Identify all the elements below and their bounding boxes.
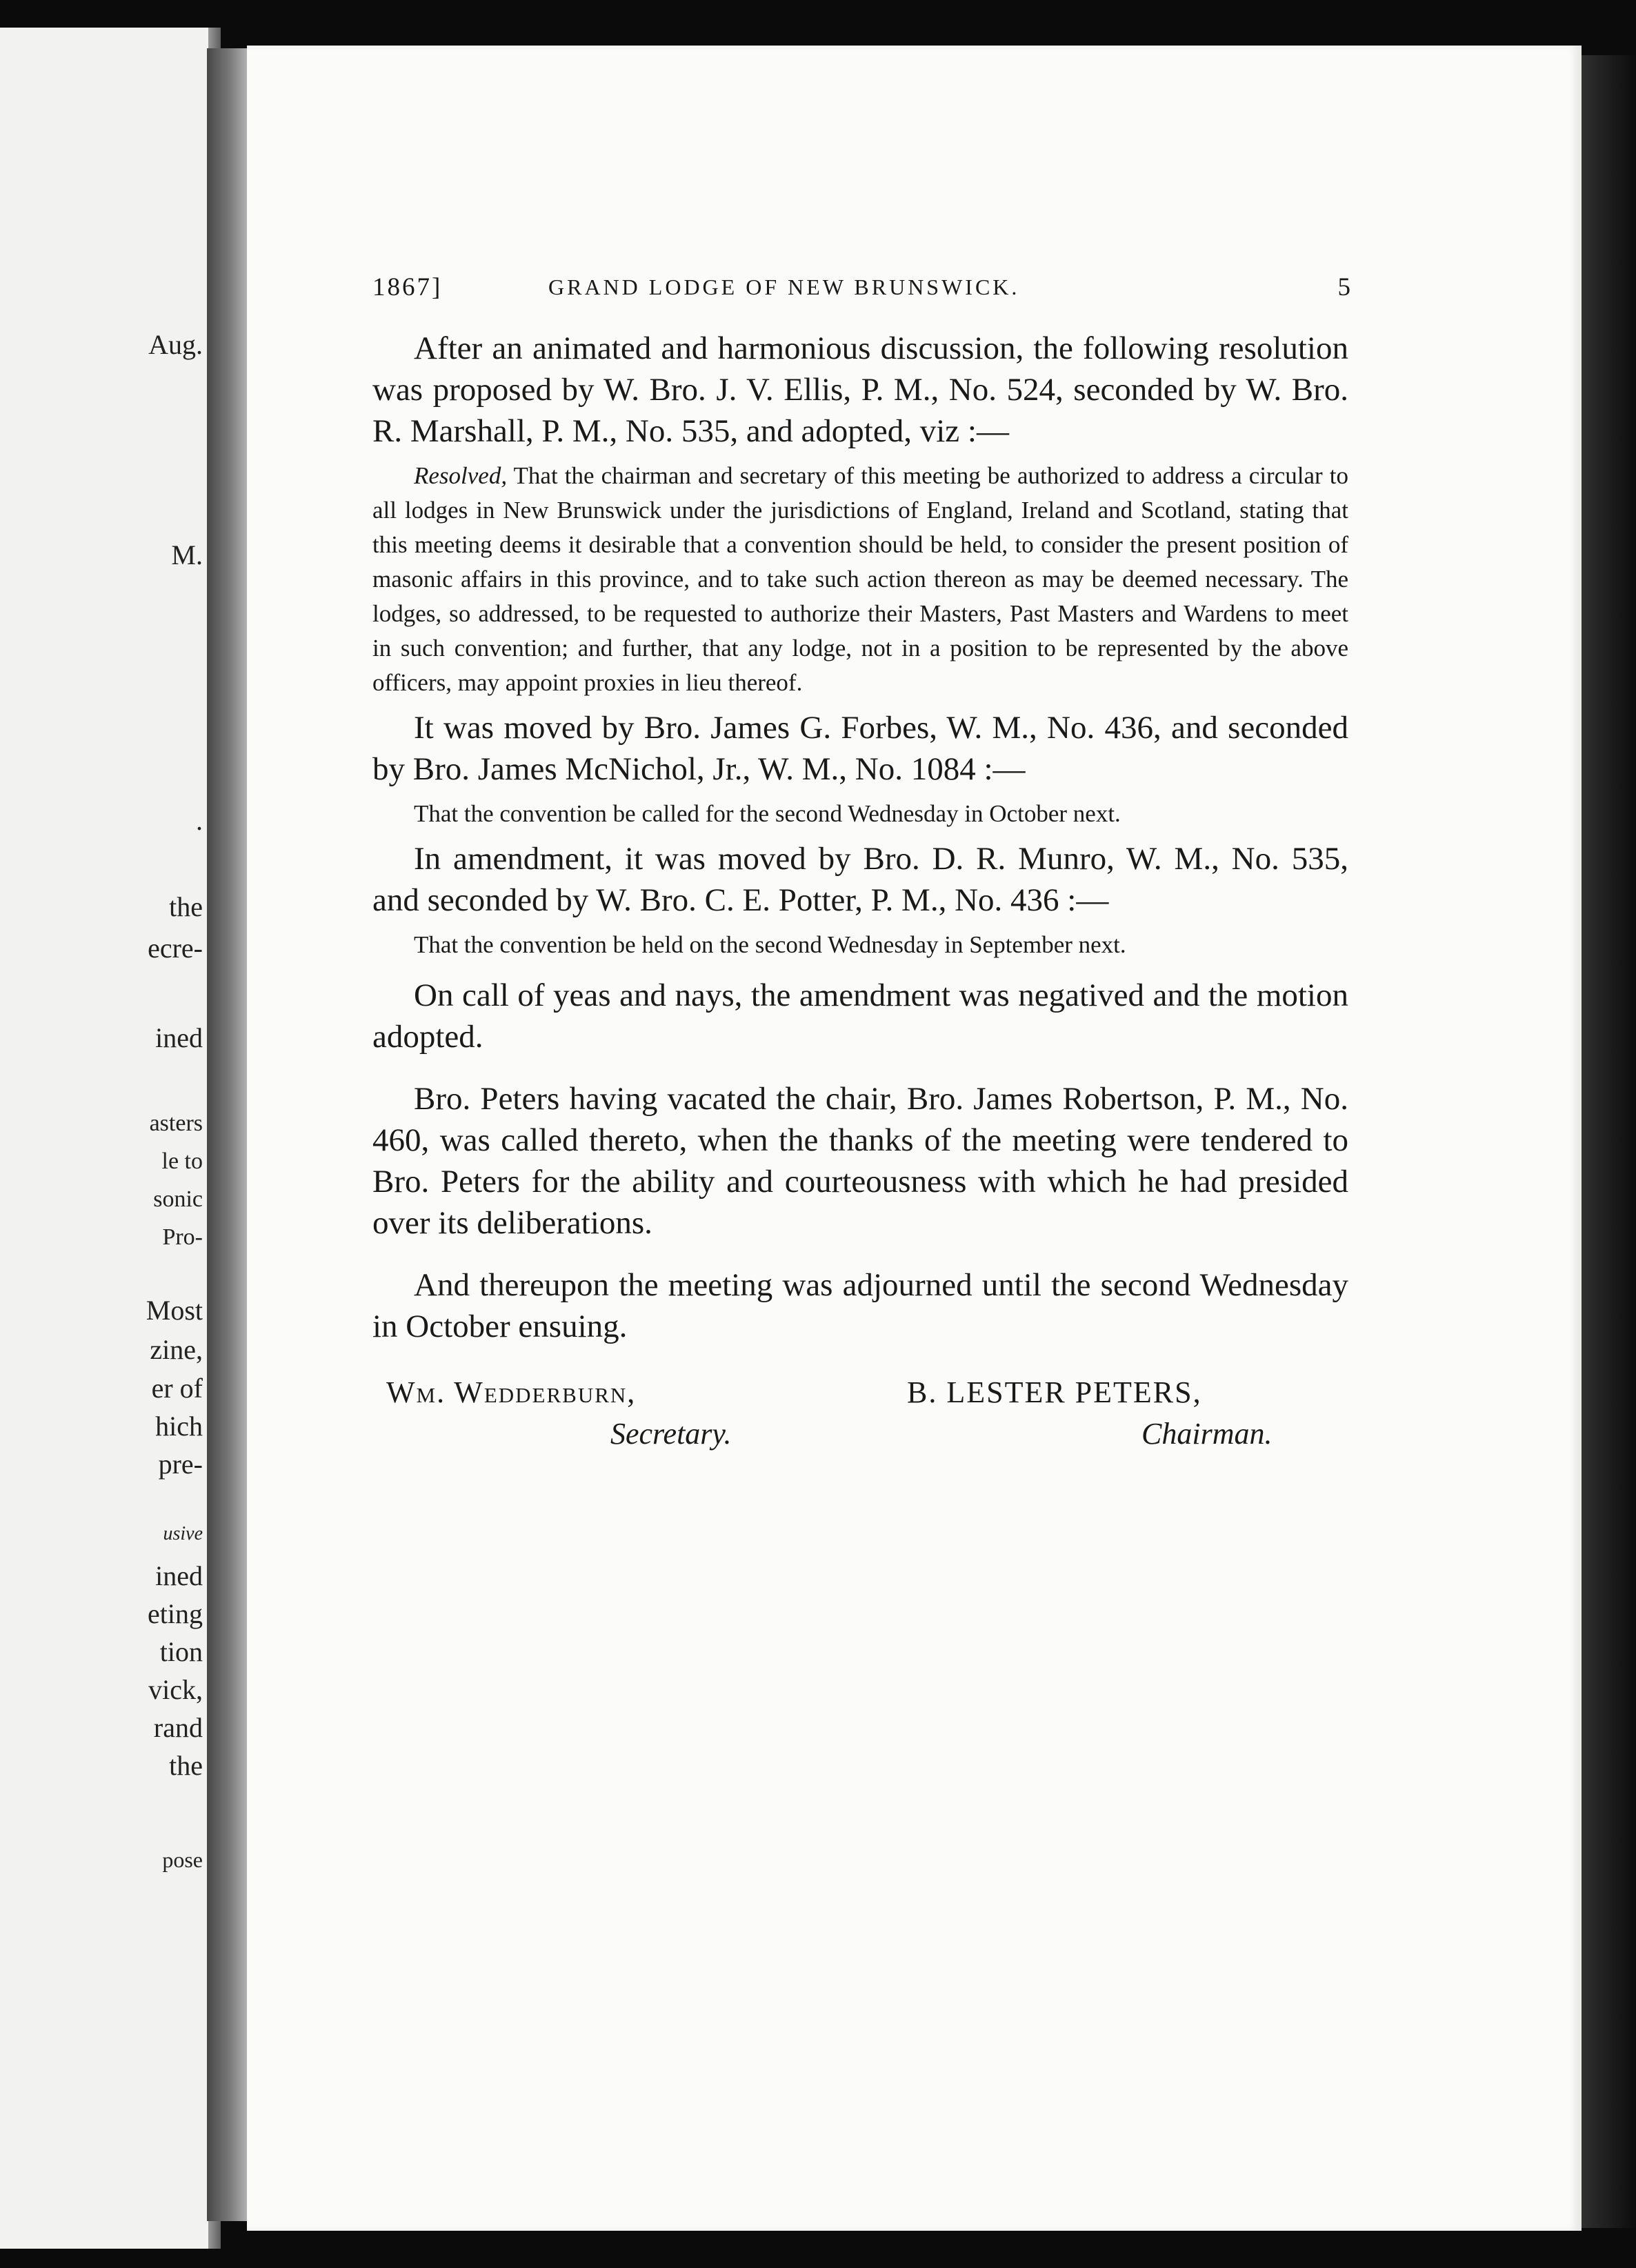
running-head bbox=[372, 272, 1353, 314]
chairman-name: B. LESTER PETERS, bbox=[907, 1375, 1202, 1409]
facing-page-fragment: eting bbox=[148, 1598, 203, 1629]
header-title: GRAND LODGE OF NEW BRUNSWICK. bbox=[548, 275, 1020, 299]
resolution-paragraph bbox=[372, 459, 1348, 700]
facing-page-fragment: . bbox=[196, 805, 203, 836]
signature-block bbox=[372, 1375, 1348, 1458]
motion-text: That the convention be called for the second Wednesday in October next. bbox=[414, 800, 1121, 827]
facing-page-fragment: pose bbox=[162, 1847, 203, 1872]
facing-page-fragment: le to bbox=[161, 1148, 203, 1174]
amendment-text: That the convention be held on the second Wednesday in September next. bbox=[414, 931, 1126, 958]
page-edge-shadow bbox=[1582, 55, 1636, 2228]
facing-page bbox=[0, 28, 221, 2249]
facing-page-fragment: er of bbox=[151, 1373, 203, 1404]
thanks-paragraph: Bro. Peters having vacated the chair, Bro. James Robertson, P. M., No. 460, was called thereto, when the thanks of the meeting were tendered to Bro. Peters for the ability and courteousness with which he had presided over its deliberations. bbox=[372, 1081, 1348, 1241]
adjournment-paragraph: And thereupon the meeting was adjourned until the second Wednesday in October ensuing. bbox=[372, 1267, 1348, 1344]
secretary-name: Wm. Wedderburn, bbox=[386, 1375, 637, 1409]
facing-page-fragment: hich bbox=[155, 1411, 203, 1442]
facing-page-fragment: ecre- bbox=[148, 933, 203, 964]
secretary-title: Secretary. bbox=[610, 1417, 732, 1451]
resolution-text: That the chairman and secretary of this meeting be authorized to address a circular to all lodges in New Brunswick under the jurisdictions of England, Ireland and Scotland, stating that this meeting deems it desirable that a convention should be held, to consider the present position of masonic affairs in this province, and to take such action thereon as may be deemed necessary. The lodges, so addressed, to be requested to authorize their Masters, Past Masters and Wardens to meet in such convention; and further, that any lodge, not in a position to be represented by the above officers, may appoint proxies in lieu thereof. bbox=[372, 462, 1348, 696]
facing-page-fragment: zine, bbox=[150, 1334, 203, 1365]
amendment-paragraph: In amendment, it was moved by Bro. D. R. Munro, W. M., No. 535, and seconded by W. Bro. C. E. Potter, P. M., No. 436 :— bbox=[372, 841, 1348, 918]
chairman-title: Chairman. bbox=[1141, 1417, 1273, 1451]
facing-page-fragment: usive bbox=[163, 1523, 203, 1544]
facing-page-fragment: the bbox=[169, 891, 203, 922]
intro-paragraph: After an animated and harmonious discussion, the following resolution was proposed by W. Bro. J. V. Ellis, P. M., No. 524, seconded by W. Bro. R. Marshall, P. M., No. 535, and adopted, viz :— bbox=[372, 330, 1348, 449]
facing-page-fragment: Pro- bbox=[162, 1224, 203, 1250]
resolution-lead: Resolved, bbox=[414, 462, 508, 489]
facing-page-fragment: ined bbox=[155, 1022, 203, 1053]
page-text bbox=[372, 272, 1353, 1458]
facing-page-fragment: asters bbox=[149, 1111, 203, 1136]
book-gutter bbox=[207, 48, 248, 2221]
facing-page-fragment: Aug. bbox=[148, 329, 203, 360]
facing-page-fragment: M. bbox=[171, 539, 203, 570]
facing-page-fragment: the bbox=[169, 1750, 203, 1781]
facing-page-fragment: pre- bbox=[158, 1449, 203, 1480]
vote-paragraph: On call of yeas and nays, the amendment was negatived and the motion adopted. bbox=[372, 977, 1348, 1055]
page-number: 5 bbox=[1337, 273, 1353, 301]
facing-page-fragment: vick, bbox=[148, 1674, 203, 1705]
motion-paragraph: It was moved by Bro. James G. Forbes, W. M., No. 436, and seconded by Bro. James McNichol, Jr., W. M., No. 1084 :— bbox=[372, 710, 1348, 787]
facing-page-fragment: ined bbox=[155, 1560, 203, 1591]
facing-page-fragment: tion bbox=[159, 1636, 203, 1667]
header-year: 1867] bbox=[372, 273, 443, 301]
facing-page-fragment: rand bbox=[153, 1712, 203, 1743]
facing-page-fragment: sonic bbox=[153, 1186, 203, 1212]
facing-page-fragment: Most bbox=[146, 1295, 203, 1326]
